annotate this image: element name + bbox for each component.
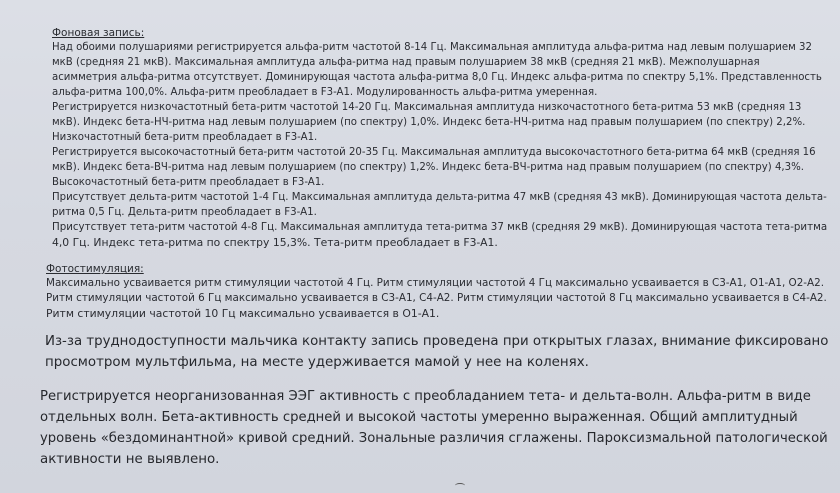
photostimulation-section: [46, 263, 827, 321]
text-line: отдельных волн. Бета-активность средней и высокой частоты умеренно выраженная. Общий амплитудный: [40, 410, 798, 425]
text-line: Регистрируется неорганизованная ЭЭГ активность с преобладанием тета- и дельта-волн. Альфа-ритм в виде: [40, 389, 811, 404]
text-line: асимметрия альфа-ритма отсутствует. Доминирующая частота альфа-ритма 8,0 Гц. Индекс альфа-ритма по спектру 5,1%. Представленность: [52, 72, 822, 83]
text-line: Присутствует тета-ритм частотой 4-8 Гц. Максимальная амплитуда тета-ритма 37 мкВ (средняя 29 мкВ). Доминирующая частота тета-ритма: [52, 221, 828, 233]
text-line: мкВ). Индекс бета-ВЧ-ритма над левым полушарием (по спектру) 1,2%. Индекс бета-ВЧ-ритма над правым полушарием (по спектру) 4,3%.: [52, 162, 804, 173]
text-line: 4,0 Гц. Индекс тета-ритма по спектру 15,3%. Тета-ритм преобладает в F3-A1.: [52, 236, 498, 249]
text-line: Из-за труднодоступности мальчика контакту запись проведена при открытых глазах, внимание фиксировано: [45, 334, 829, 349]
page-number-mark: [455, 483, 465, 488]
text-line: Регистрируется высокочастотный бета-ритм частотой 20-35 Гц. Максимальная амплитуда высокочастотного бета-ритма 64 мкВ (средняя 16: [52, 147, 816, 158]
text-line: Регистрируется низкочастотный бета-ритм частотой 14-20 Гц. Максимальная амплитуда низкочастотного бета-ритма 53 мкВ (средняя 13: [52, 102, 802, 113]
text-line: уровень «бездоминантной» кривой средний. Зональные различия сглажены. Пароксизмальной патологической: [40, 431, 828, 446]
text-line: мкВ). Индекс бета-НЧ-ритма над левым полушарием (по спектру) 1,0%. Индекс бета-НЧ-ритма над правым полушарием (по спектру) 2,2%.: [52, 117, 806, 128]
text-line: активности не выявлено.: [40, 452, 220, 467]
background-recording-section: [52, 27, 827, 250]
text-line: ритма 0,5 Гц. Дельта-ритм преобладает в F3-A1.: [52, 206, 317, 218]
background-recording-header: Фоновая запись:: [52, 27, 145, 39]
text-line: Присутствует дельта-ритм частотой 1-4 Гц. Максимальная амплитуда дельта-ритма 47 мкВ (средняя 43 мкВ). Доминирующая частота дельта-: [52, 192, 827, 203]
text-line: Максимально усваивается ритм стимуляции частотой 4 Гц. Ритм стимуляции частотой 4 Гц максимально усваивается в С3-А1, О1-А1, О2-А2.: [46, 277, 824, 289]
text-line: мкВ (средняя 21 мкВ). Максимальная амплитуда альфа-ритма над правым полушарием 38 мкВ (средняя 21 мкВ). Межполушарная: [52, 57, 760, 68]
text-line: Высокочастотный бета-ритм преобладает в F3-A1.: [52, 177, 325, 188]
conclusion-paragraph: [40, 386, 828, 470]
photostimulation-header: Фотостимуляция:: [46, 263, 144, 275]
text-line: просмотром мультфильма, на месте удерживается мамой у нее на коленях.: [45, 355, 589, 370]
text-line: Низкочастотный бета-ритм преобладает в F3-A1.: [52, 132, 318, 143]
recording-note-paragraph: [45, 331, 828, 373]
text-line: Ритм стимуляции частотой 10 Гц максимально усваивается в О1-А1.: [46, 307, 440, 320]
text-line: альфа-ритма 100,0%. Альфа-ритм преобладает в F3-A1. Модулированность альфа-ритма умеренная.: [52, 87, 598, 98]
text-line: Ритм стимуляции частотой 6 Гц максимально усваивается в С3-А1, С4-А2. Ритм стимуляции частотой 8 Гц максимально усваивается в С4-А2.: [46, 292, 827, 304]
text-line: Над обоими полушариями регистрируется альфа-ритм частотой 8-14 Гц. Максимальная амплитуда альфа-ритма над левым полушарием 32: [52, 42, 812, 53]
